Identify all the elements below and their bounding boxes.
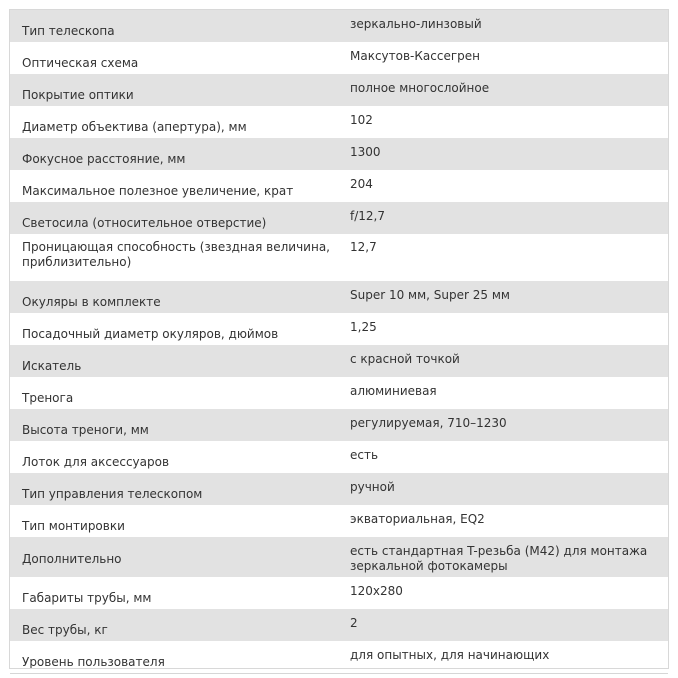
- spec-row: [10, 138, 668, 170]
- spec-value: 102: [350, 106, 668, 138]
- spec-row: [10, 10, 668, 42]
- spec-value: 2: [350, 609, 668, 641]
- spec-row: [10, 577, 668, 609]
- spec-value: с красной точкой: [350, 345, 668, 377]
- spec-label: Тип монтировки: [10, 505, 350, 537]
- spec-label: Тип управления телескопом: [10, 473, 350, 505]
- spec-row: [10, 473, 668, 505]
- spec-row: [10, 641, 668, 674]
- spec-value: 1,25: [350, 313, 668, 345]
- spec-row: [10, 345, 668, 377]
- spec-row: [10, 505, 668, 537]
- spec-row: [10, 202, 668, 234]
- spec-label: Максимальное полезное увеличение, крат: [10, 170, 350, 202]
- spec-row: [10, 42, 668, 74]
- spec-value: регулируемая, 710–1230: [350, 409, 668, 441]
- spec-row: [10, 281, 668, 313]
- spec-value: полное многослойное: [350, 74, 668, 106]
- spec-label: Высота треноги, мм: [10, 409, 350, 441]
- spec-label: Фокусное расстояние, мм: [10, 138, 350, 170]
- spec-value: Максутов-Кассегрен: [350, 42, 668, 74]
- spec-value: f/12,7: [350, 202, 668, 234]
- spec-row: [10, 170, 668, 202]
- spec-row: [10, 234, 668, 281]
- spec-row: [10, 377, 668, 409]
- specifications-table: [10, 10, 668, 674]
- spec-row: [10, 441, 668, 473]
- spec-row: [10, 537, 668, 577]
- spec-row: [10, 106, 668, 138]
- spec-value: 204: [350, 170, 668, 202]
- spec-value: есть: [350, 441, 668, 473]
- spec-label: Оптическая схема: [10, 42, 350, 74]
- spec-value: для опытных, для начинающих: [350, 641, 668, 674]
- spec-value: экваториальная, EQ2: [350, 505, 668, 537]
- spec-value: 120x280: [350, 577, 668, 609]
- spec-label: Диаметр объектива (апертура), мм: [10, 106, 350, 138]
- spec-label: Покрытие оптики: [10, 74, 350, 106]
- spec-label: Светосила (относительное отверстие): [10, 202, 350, 234]
- spec-value: 1300: [350, 138, 668, 170]
- spec-value: Super 10 мм, Super 25 мм: [350, 281, 668, 313]
- spec-label: Тип телескопа: [10, 10, 350, 42]
- spec-label: Вес трубы, кг: [10, 609, 350, 641]
- spec-label: Искатель: [10, 345, 350, 377]
- spec-label: Габариты трубы, мм: [10, 577, 350, 609]
- spec-label: Лоток для аксессуаров: [10, 441, 350, 473]
- spec-value: ручной: [350, 473, 668, 505]
- spec-row: [10, 609, 668, 641]
- spec-label: Уровень пользователя: [10, 641, 350, 674]
- spec-row: [10, 313, 668, 345]
- spec-label: Дополнительно: [10, 537, 350, 577]
- spec-label: Тренога: [10, 377, 350, 409]
- spec-label: Окуляры в комплекте: [10, 281, 350, 313]
- spec-value: 12,7: [350, 234, 668, 281]
- spec-value: алюминиевая: [350, 377, 668, 409]
- spec-label: Проницающая способность (звездная величина, приблизительно): [10, 234, 350, 281]
- spec-row: [10, 74, 668, 106]
- spec-row: [10, 409, 668, 441]
- spec-label: Посадочный диаметр окуляров, дюймов: [10, 313, 350, 345]
- spec-value: есть стандартная T-резьба (M42) для монтажа зеркальной фотокамеры: [350, 537, 668, 577]
- spec-value: зеркально-линзовый: [350, 10, 668, 42]
